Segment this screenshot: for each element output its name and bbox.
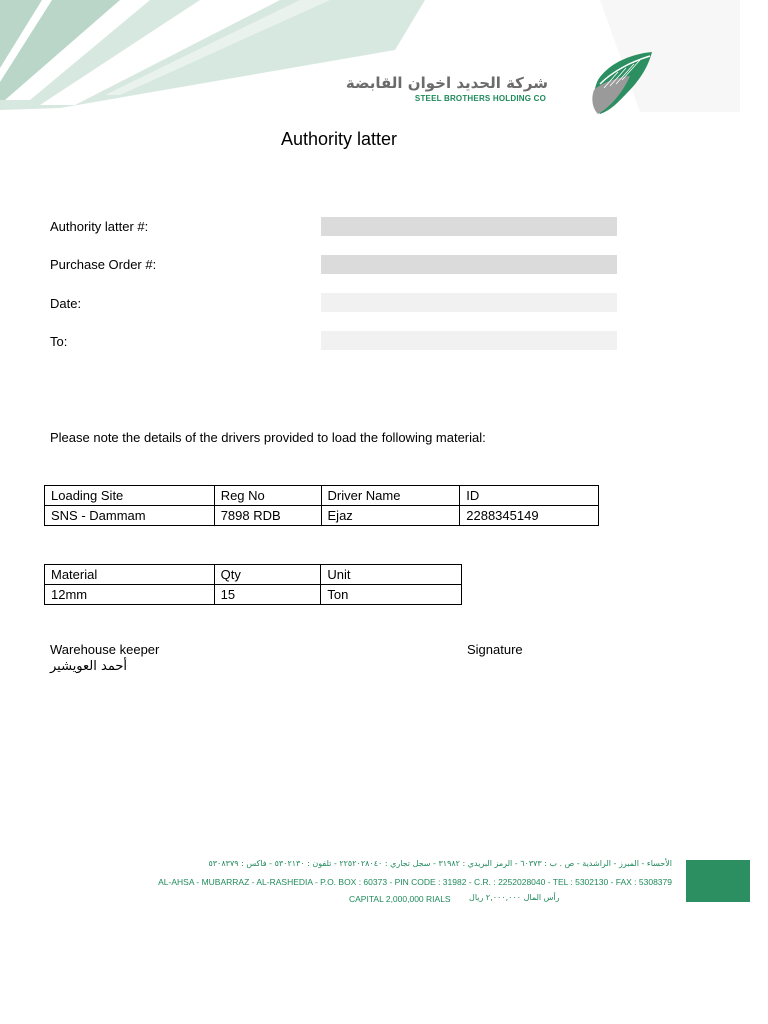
company-name-english: STEEL BROTHERS HOLDING CO [414,94,546,103]
cell-material: 12mm [45,585,215,605]
footer-brand-block [686,860,750,902]
footer-address-arabic: الأحساء - المبرز - الراشدية - ص . ب : ٦٠٣٧٣ - الرمز البريدي : ٣١٩٨٢ - سجل تجاري : ٢٢٥٢٠٢٨٠٤٠ - تلفون : ٥٣٠٢١٣٠ - فاكس : ٥٣٠٨٣٧٩ [208,859,672,868]
cell-loading-site: SNS - Dammam [45,506,215,526]
authority-letter-number-label: Authority latter #: [50,219,149,234]
table-row [45,506,599,526]
date-field[interactable] [321,293,617,312]
table-row [45,585,462,605]
footer-address-english: AL-AHSA - MUBARRAZ - AL-RASHEDIA - P.O. BOX : 60373 - PIN CODE : 31982 - C.R. : 2252028040 - TEL : 5302130 - FAX : 5308379 [158,877,672,887]
letterhead-footer [84,852,768,912]
cell-unit: Ton [321,585,462,605]
header-unit: Unit [321,565,462,585]
header-reg-no: Reg No [214,486,321,506]
authority-letter-number-field[interactable] [321,217,617,236]
date-label: Date: [50,296,82,311]
material-table [44,564,462,605]
purchase-order-number-label: Purchase Order #: [50,257,157,272]
company-logo [345,50,668,120]
to-field[interactable] [321,331,617,350]
header-loading-site: Loading Site [45,486,215,506]
cell-driver-name: Ejaz [321,506,460,526]
cell-qty: 15 [214,585,321,605]
to-label: To: [50,334,68,349]
document-title: Authority latter [280,129,398,149]
drivers-note: Please note the details of the drivers provided to load the following material: [50,430,486,445]
cell-reg-no: 7898 RDB [214,506,321,526]
header-material: Material [45,565,215,585]
drivers-table [44,485,599,526]
warehouse-keeper-label: Warehouse keeper [50,642,160,657]
purchase-order-number-field[interactable] [321,255,617,274]
table-header-row [45,486,599,506]
leaf-logo-icon [590,50,660,116]
table-header-row [45,565,462,585]
cell-id: 2288345149 [460,506,599,526]
warehouse-keeper-name: أحمد العويشير [50,659,127,674]
footer-capital-arabic: رأس المال ٢,٠٠٠,٠٠٠ ريال [469,893,560,902]
header-driver-name: Driver Name [321,486,460,506]
header-id: ID [460,486,599,506]
header-qty: Qty [214,565,321,585]
footer-capital-english: CAPITAL 2,000,000 RIALS [349,894,451,904]
company-name-arabic: شركة الحديد اخوان القابضة [345,74,548,92]
signature-label: Signature [467,642,523,657]
